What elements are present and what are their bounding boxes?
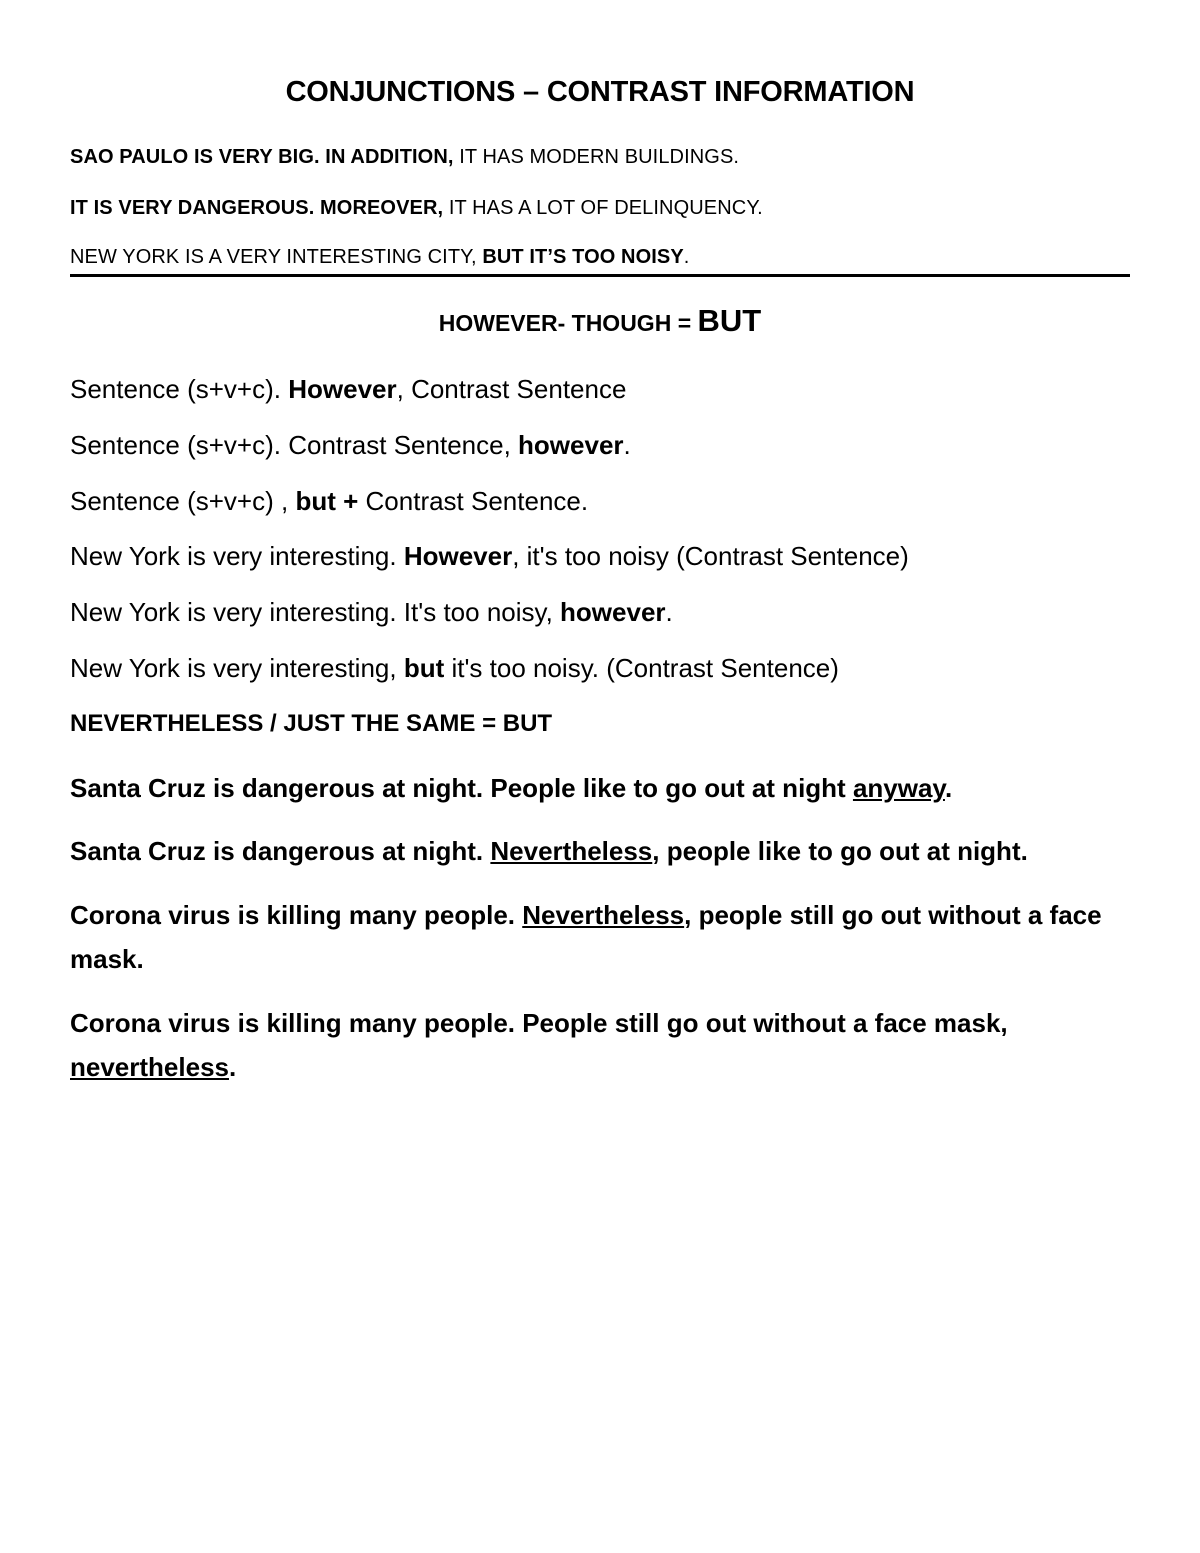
bold-example-1-underlined: anyway [852,773,945,803]
example-line-2 [70,597,673,628]
intro-line-3-bold: BUT IT’S TOO NOISY [482,246,684,268]
bold-example-2-c: , people like to go out at night. [652,836,1028,866]
pattern-line-3 [70,486,588,517]
bold-example-4-a: Corona virus is killing many people. People still go out without a face mask, [70,1008,1008,1038]
intro-line-1-bold: SAO PAULO IS VERY BIG. IN ADDITION, [70,146,454,168]
intro-line-2 [70,197,763,220]
example-1-a: New York is very interesting. [70,541,404,571]
bold-example-1-c: . [944,773,953,803]
bold-example-1 [70,773,952,804]
subheading-text: HOWEVER- THOUGH = [438,310,698,336]
intro-line-2-text: IT HAS A LOT OF DELINQUENCY. [443,197,763,219]
example-3-a: New York is very interesting, [70,653,404,683]
intro-line-1 [70,146,739,169]
bold-example-4 [70,1001,1130,1089]
pattern-line-1 [70,374,626,405]
bold-example-2-a: Santa Cruz is dangerous at night. [70,836,491,866]
pattern-1-a: Sentence (s+v+c). [70,374,289,404]
example-2-c: . [665,597,673,627]
second-heading: NEVERTHELESS / JUST THE SAME = BUT [70,710,553,737]
bold-example-4-c: . [228,1052,237,1082]
bold-example-3-underlined: Nevertheless [522,900,685,930]
pattern-2-a: Sentence (s+v+c). Contrast Sentence, [70,430,519,460]
intro-line-1-text: IT HAS MODERN BUILDINGS. [453,146,740,168]
example-3-keyword: but [403,653,445,683]
bold-example-3-a: Corona virus is killing many people. [70,900,523,930]
pattern-2-c: . [623,430,631,460]
example-2-keyword: however [560,597,666,627]
example-1-keyword: However [403,541,513,571]
bold-example-1-a: Santa Cruz is dangerous at night. People like to go out at night [70,773,853,803]
intro-line-3-end: . [683,246,690,268]
intro-line-3 [70,246,689,269]
bold-example-4-underlined: nevertheless [70,1052,229,1082]
pattern-2-keyword: however [518,430,624,460]
bold-example-3-c: , people still go out without a face mask. [70,900,1102,974]
example-line-3 [70,653,839,684]
intro-line-2-bold: IT IS VERY DANGEROUS. MOREOVER, [70,197,444,219]
subheading-big: BUT [697,303,762,338]
pattern-line-2 [70,430,631,461]
horizontal-divider [70,274,1130,277]
pattern-3-a: Sentence (s+v+c) , [70,486,296,516]
bold-example-2-underlined: Nevertheless [490,836,653,866]
pattern-1-c: , Contrast Sentence [396,374,627,404]
bold-example-2 [70,836,1028,867]
pattern-3-keyword: but + [295,486,359,516]
example-line-1 [70,541,909,572]
bold-example-3 [70,893,1130,981]
intro-line-3-text: NEW YORK IS A VERY INTERESTING CITY, [70,246,483,268]
example-3-c: it's too noisy. (Contrast Sentence) [444,653,839,683]
example-2-a: New York is very interesting. It's too noisy, [70,597,561,627]
example-1-c: , it's too noisy (Contrast Sentence) [512,541,909,571]
pattern-3-c: Contrast Sentence. [358,486,589,516]
subheading [0,303,1200,339]
pattern-1-keyword: However [288,374,397,404]
page-title: CONJUNCTIONS – CONTRAST INFORMATION [285,76,915,108]
